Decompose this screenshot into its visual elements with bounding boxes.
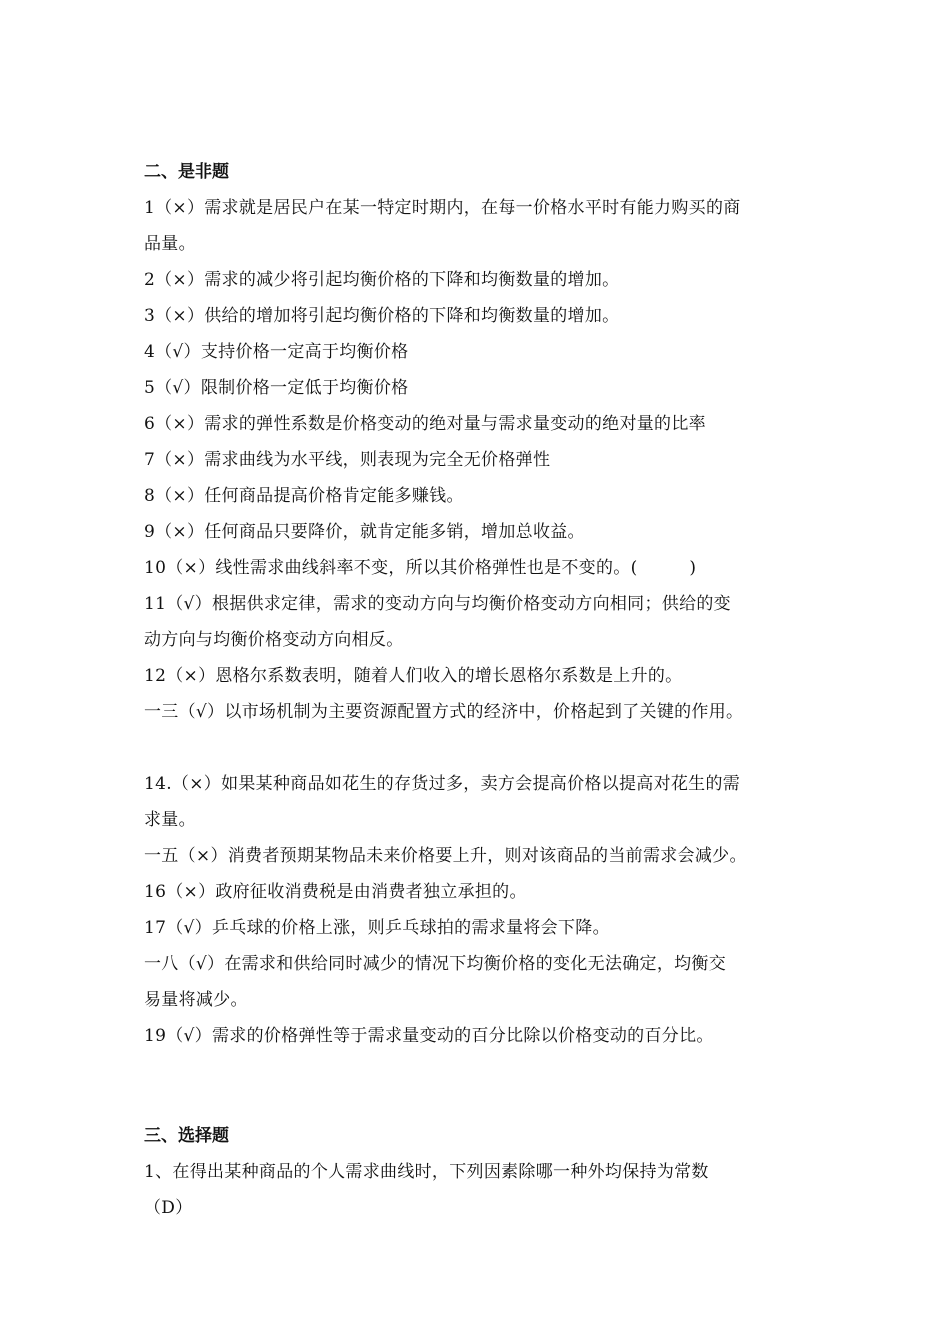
text-line: 8（×）任何商品提高价格肯定能多赚钱。 [144, 486, 464, 506]
text-line: 一三（√）以市场机制为主要资源配置方式的经济中，价格起到了关键的作用。 [144, 702, 744, 722]
text-line: 5（√）限制价格一定低于均衡价格 [144, 378, 409, 398]
text-line: 12（×）恩格尔系数表明，随着人们收入的增长恩格尔系数是上升的。 [144, 666, 683, 686]
spacer [144, 730, 814, 766]
text-line: 10（×）线性需求曲线斜率不变，所以其价格弹性也是不变的。( ) [144, 558, 697, 578]
text-line: 11（√）根据供求定律，需求的变动方向与均衡价格变动方向相同；供给的变 [144, 594, 731, 614]
text-line: 一八（√）在需求和供给同时减少的情况下均衡价格的变化无法确定，均衡交 [144, 954, 727, 974]
spacer [144, 1054, 814, 1118]
text-line: 16（×）政府征收消费税是由消费者独立承担的。 [144, 882, 527, 902]
text-line: 14.（×）如果某种商品如花生的存货过多，卖方会提高价格以提高对花生的需 [144, 774, 741, 794]
text-line: 17（√）乒乓球的价格上涨，则乒乓球拍的需求量将会下降。 [144, 918, 610, 938]
text-line: 3（×）供给的增加将引起均衡价格的下降和均衡数量的增加。 [144, 306, 620, 326]
section-2-lines-a [144, 190, 814, 730]
text-line: 19（√）需求的价格弹性等于需求量变动的百分比除以价格变动的百分比。 [144, 1026, 714, 1046]
text-line: 动方向与均衡价格变动方向相反。 [144, 630, 404, 650]
text-line: 1、在得出某种商品的个人需求曲线时，下列因素除哪一种外均保持为常数 [144, 1162, 709, 1182]
text-line: （D） [144, 1198, 193, 1218]
section-3-heading: 三、选择题 [144, 1126, 229, 1146]
section-2-heading: 二、是非题 [144, 162, 229, 182]
text-line: 2（×）需求的减少将引起均衡价格的下降和均衡数量的增加。 [144, 270, 620, 290]
document-page [144, 0, 814, 1226]
text-line: 易量将减少。 [144, 990, 248, 1010]
text-line: 7（×）需求曲线为水平线，则表现为完全无价格弹性 [144, 450, 551, 470]
text-line: 1（×）需求就是居民户在某一特定时期内，在每一价格水平时有能力购买的商 [144, 198, 741, 218]
top-margin [144, 0, 814, 154]
text-line: 4（√）支持价格一定高于均衡价格 [144, 342, 409, 362]
text-line: 9（×）任何商品只要降价，就肯定能多销，增加总收益。 [144, 522, 585, 542]
text-line: 求量。 [144, 810, 196, 830]
text-line: 6（×）需求的弹性系数是价格变动的绝对量与需求量变动的绝对量的比率 [144, 414, 706, 434]
section-3-lines [144, 1154, 814, 1226]
section-2-lines-b [144, 766, 814, 1054]
text-line: 一五（×）消费者预期某物品未来价格要上升，则对该商品的当前需求会减少。 [144, 846, 747, 866]
text-line: 品量。 [144, 234, 196, 254]
